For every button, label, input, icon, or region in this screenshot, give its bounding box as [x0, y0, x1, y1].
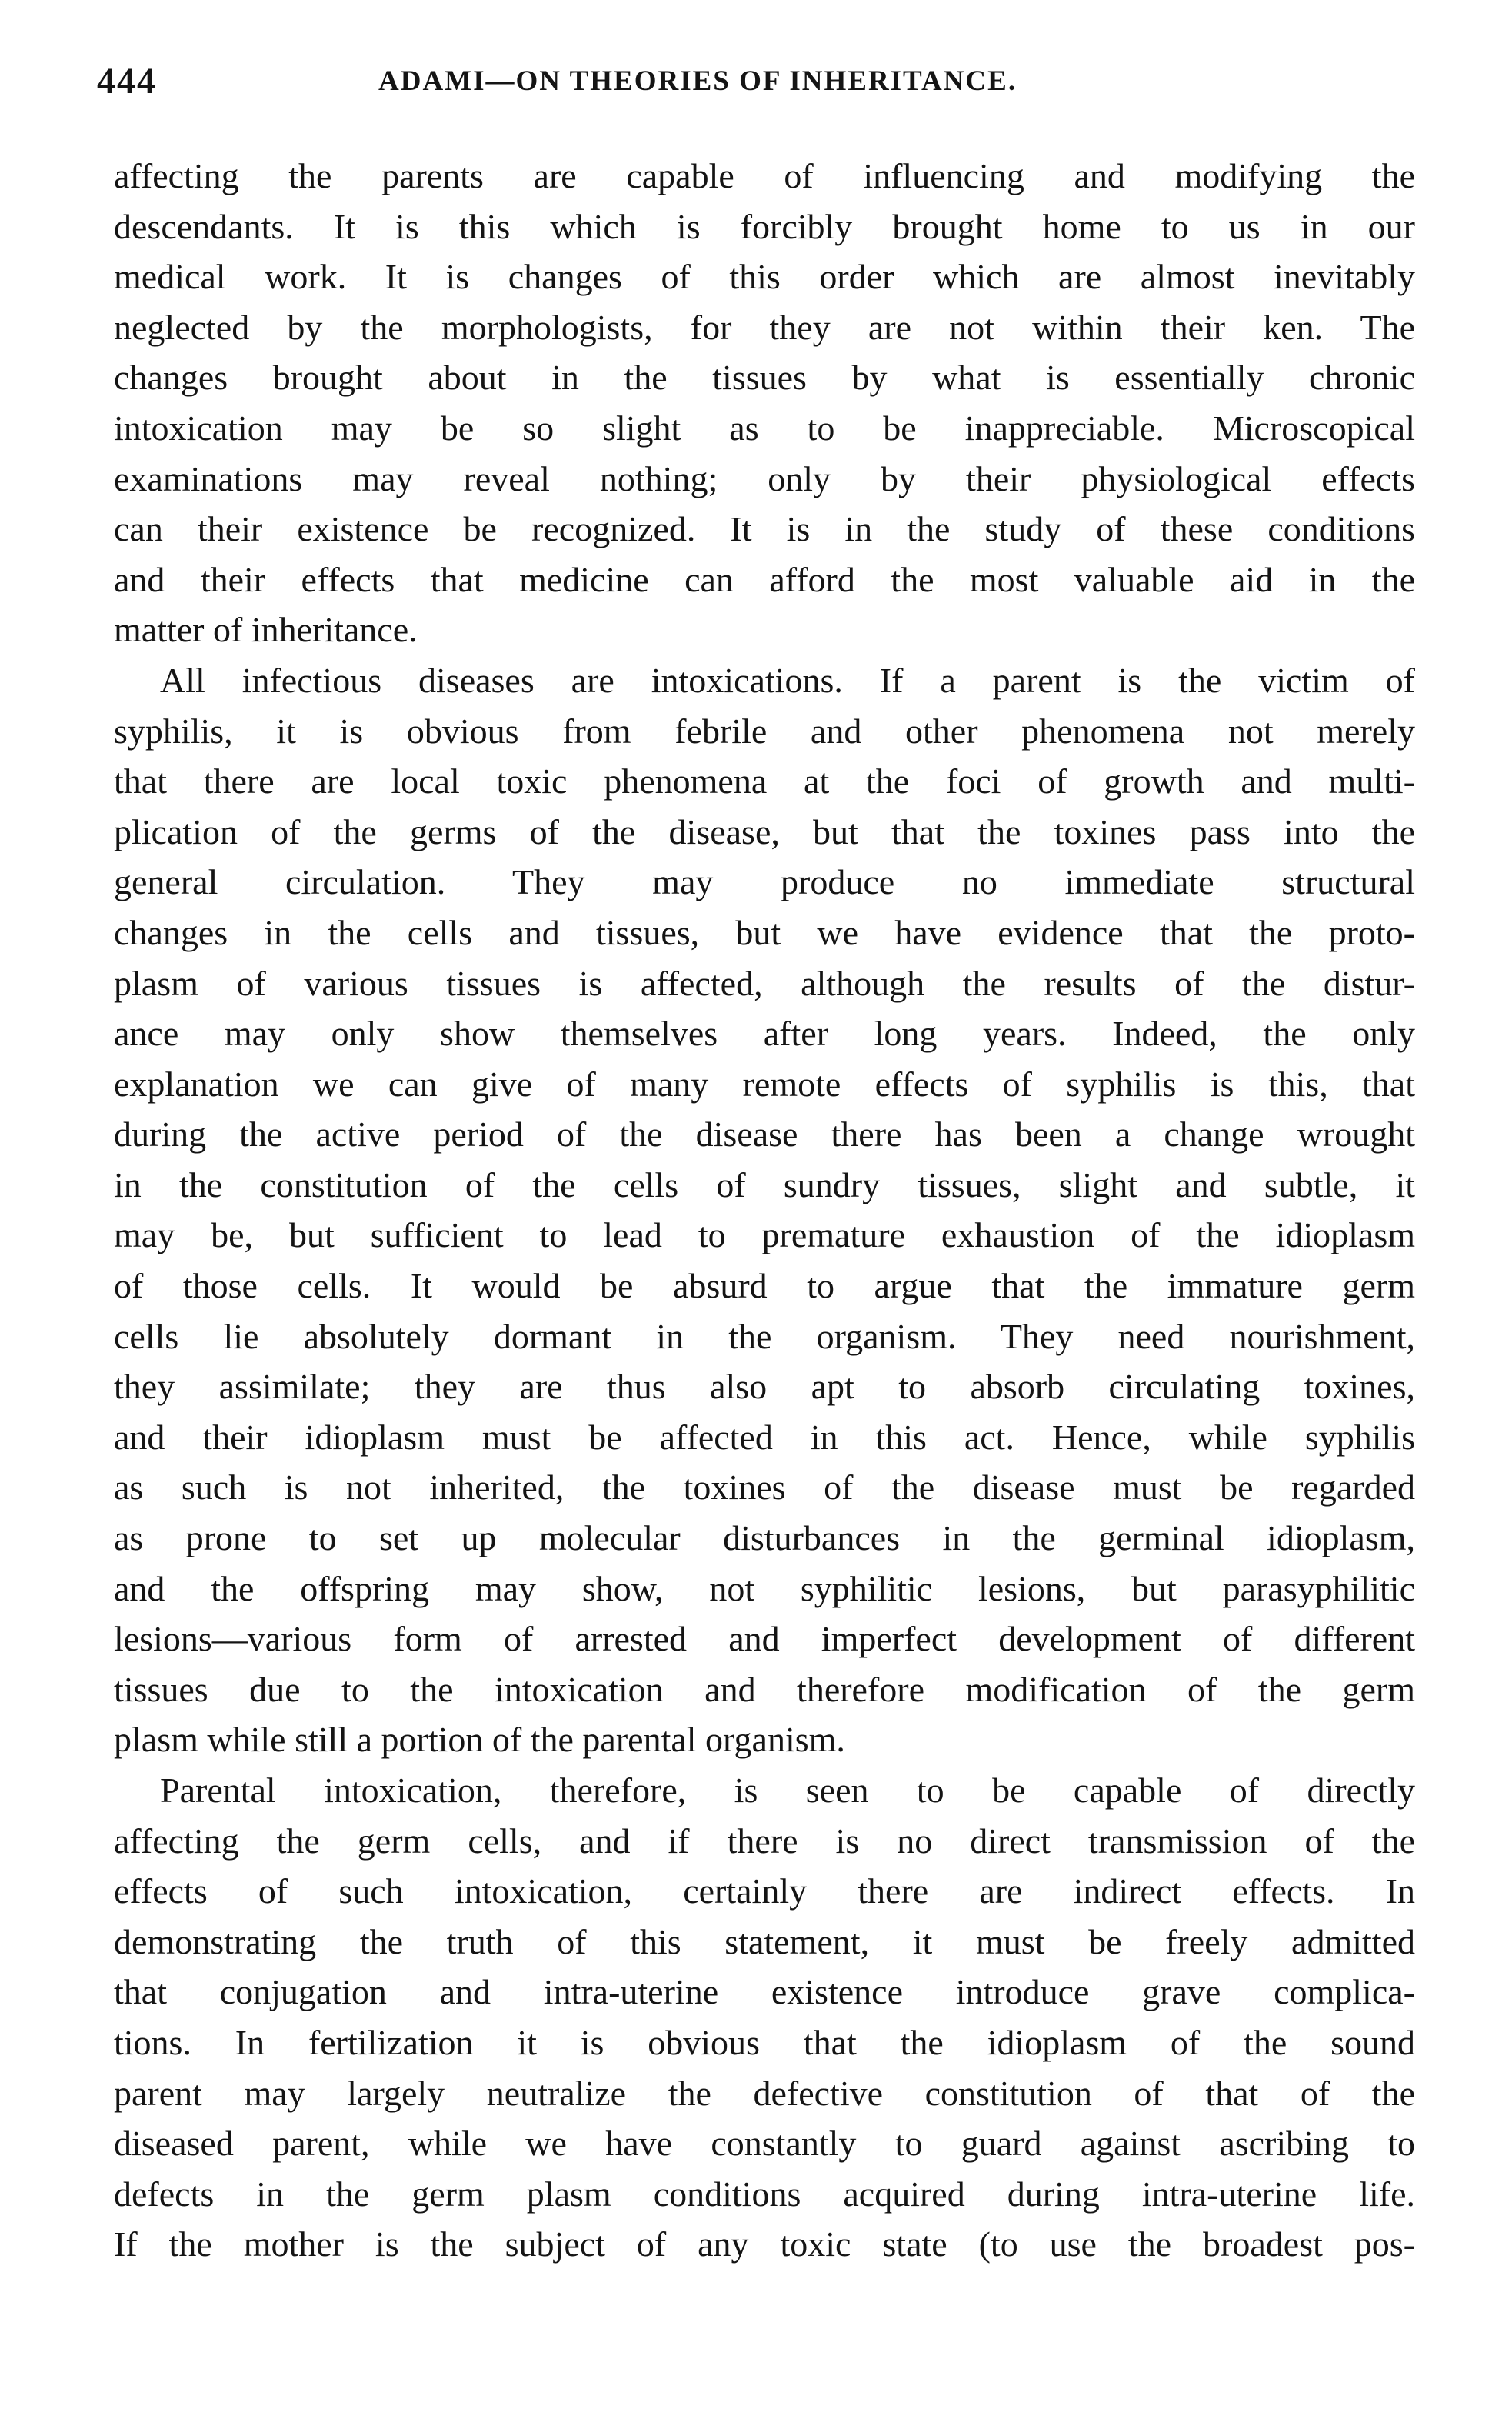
text-line: as such is not inherited, the toxines of the disease must be regarded	[114, 1468, 1415, 1508]
text-line: lesions—various form of arrested and imperfect development of different	[114, 1619, 1415, 1659]
text-line: medical work. It is changes of this order which are almost inevitably	[114, 257, 1415, 297]
text-line: plication of the germs of the disease, but that the toxines pass into the	[114, 811, 1415, 851]
text-line: and their idioplasm must be affected in this act. Hence, while syphilis	[114, 1417, 1415, 1457]
text-line: can their existence be recognized. It is in the study of these conditions	[114, 509, 1415, 549]
text-line: that conjugation and intra-uterine existence introduce grave complica-	[114, 1972, 1415, 2012]
text-line: effects of such intoxication, certainly there are indirect effects. In	[114, 1871, 1415, 1911]
text-line: examinations may reveal nothing; only by their physiological effects	[114, 458, 1415, 498]
text-line: and the offspring may show, not syphilitic lesions, but parasyphilitic	[114, 1568, 1415, 1608]
text-line: that there are local toxic phenomena at the foci of growth and multi-	[114, 761, 1415, 801]
text-line: intoxication may be so slight as to be inappreciable. Microscopical	[114, 408, 1415, 448]
text-line: they assimilate; they are thus also apt to absorb circulating toxines,	[114, 1367, 1415, 1407]
text-line: tissues due to the intoxication and therefore modification of the germ	[114, 1669, 1415, 1709]
text-line: If the mother is the subject of any toxic state (to use the broadest pos-	[114, 2224, 1415, 2264]
text-line: descendants. It is this which is forcibly brought home to us in our	[114, 206, 1415, 246]
page-number: 444	[97, 61, 157, 102]
paragraph-end-line: plasm while still a portion of the parental organism.	[114, 1720, 845, 1760]
text-line: ance may only show themselves after long years. Indeed, the only	[114, 1014, 1415, 1054]
running-head: ADAMI—ON THEORIES OF INHERITANCE.	[378, 65, 1017, 97]
body-text	[114, 151, 1415, 2270]
text-line: parent may largely neutralize the defective constitution of that of the	[114, 2073, 1415, 2113]
text-line: may be, but sufficient to lead to premature exhaustion of the idioplasm	[114, 1215, 1415, 1255]
text-line: changes in the cells and tissues, but we have evidence that the proto-	[114, 912, 1415, 952]
text-line: and their effects that medicine can afford the most valuable aid in the	[114, 559, 1415, 599]
text-line: as prone to set up molecular disturbances in the germinal idioplasm,	[114, 1518, 1415, 1558]
text-line: syphilis, it is obvious from febrile and other phenomena not merely	[114, 711, 1415, 751]
text-line: affecting the parents are capable of influencing and modifying the	[114, 156, 1415, 195]
text-line: neglected by the morphologists, for they are not within their ken. The	[114, 307, 1415, 347]
paragraph-start-line: Parental intoxication, therefore, is seen to be capable of directly	[160, 1771, 1415, 1810]
paragraph-start-line: All infectious diseases are intoxications. If a parent is the victim of	[160, 660, 1415, 700]
text-line: diseased parent, while we have constantly to guard against ascribing to	[114, 2124, 1415, 2164]
text-line: general circulation. They may produce no immediate structural	[114, 862, 1415, 902]
text-line: plasm of various tissues is affected, although the results of the distur-	[114, 963, 1415, 1003]
text-line: of those cells. It would be absurd to argue that the immature germ	[114, 1266, 1415, 1306]
text-line: defects in the germ plasm conditions acquired during intra-uterine life.	[114, 2174, 1415, 2214]
text-line: demonstrating the truth of this statement, it must be freely admitted	[114, 1921, 1415, 1961]
text-line: cells lie absolutely dormant in the organism. They need nourishment,	[114, 1316, 1415, 1356]
paragraph-end-line: matter of inheritance.	[114, 610, 418, 650]
text-line: during the active period of the disease there has been a change wrought	[114, 1114, 1415, 1154]
text-line: in the constitution of the cells of sundry tissues, slight and subtle, it	[114, 1164, 1415, 1204]
text-line: explanation we can give of many remote effects of syphilis is this, that	[114, 1064, 1415, 1104]
text-line: changes brought about in the tissues by what is essentially chronic	[114, 358, 1415, 398]
text-line: affecting the germ cells, and if there is no direct transmission of the	[114, 1821, 1415, 1861]
page-header	[92, 60, 1430, 122]
text-line: tions. In fertilization it is obvious that the idioplasm of the sound	[114, 2022, 1415, 2062]
